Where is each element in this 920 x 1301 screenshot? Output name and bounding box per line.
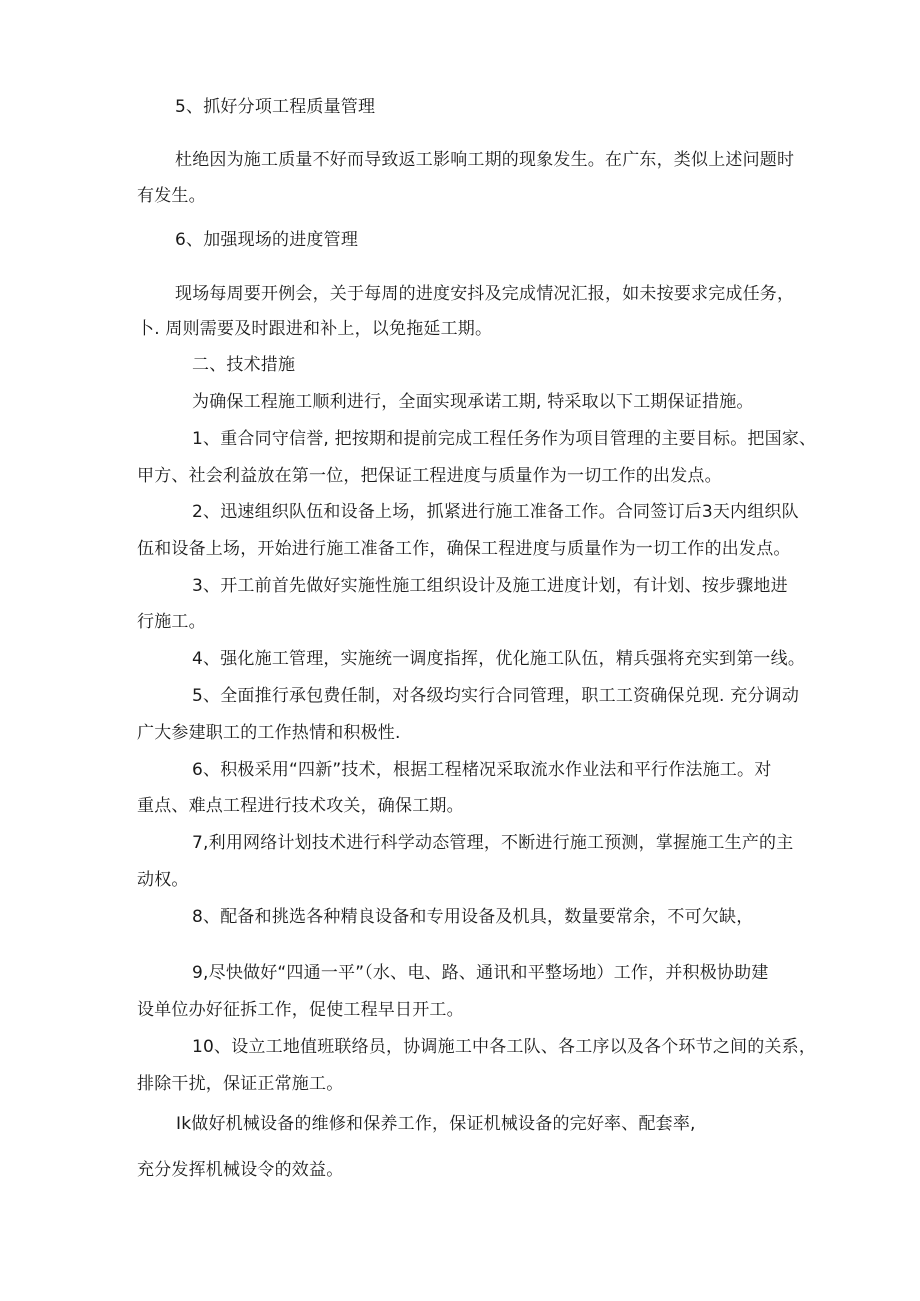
paragraph-line: 为确保工程施工顺利进行，全面实现承诺工期, 特采取以下工期保证措施。 [192, 392, 754, 412]
list-item-line: 5、全面推行承包费任制，对各级均实行合同管理，职工工资确保兑现. 充分调动 [192, 686, 800, 706]
list-item-line: 广大参建职工的工作热情和积极性. [137, 723, 401, 743]
paragraph-line: 有发生。 [137, 186, 206, 206]
list-item-line: 10、设立工地值班联络员，协调施工中各工队、各工序以及各个环节之间的关系， [192, 1037, 817, 1057]
paragraph-line: 现场每周要开例会，关于每周的进度安抖及完成情况汇报，如未按要求完成任务， [175, 284, 795, 304]
list-item-line: 动权。 [137, 870, 189, 890]
list-item-line: 重点、难点工程进行技术攻关，确保工期。 [137, 796, 464, 816]
paragraph-line: 卜. 周则需要及时跟进和补上，以免拖延工期。 [137, 319, 493, 339]
list-item-line: 9,尽快做好“四通一平”（水、电、路、通讯和平整场地）工作，并积极协助建 [192, 963, 769, 983]
list-item-line: 2、迅速组织队伍和设备上场，抓紧进行施工准备工作。合同签订后3天内组织队 [192, 502, 799, 522]
list-item-line: 4、强化施工管理，实施统一调度指挥，优化施工队伍，精兵强将充实到第一线。 [192, 649, 806, 669]
list-item-line: Ik做好机械设备的维修和保养工作，保证机械设备的完好率、配套率, [176, 1114, 696, 1134]
list-item-line: 7,利用网络计划技术进行科学动态管理，不断进行施工预测，掌握施工生产的主 [192, 833, 794, 853]
list-item-line: 排除干扰，保证正常施工。 [137, 1074, 344, 1094]
section-heading-technical-measures: 二、技术措施 [192, 355, 296, 375]
list-item-line: 充分发挥机械设令的效益。 [137, 1160, 344, 1180]
list-item-line: 甲方、社会利益放在第一位，把保证工程进度与质量作为一切工作的出发点。 [137, 466, 722, 486]
list-item-line: 3、开工前首先做好实施性施工组织设计及施工进度计划，有计划、按步骤地进 [192, 576, 788, 596]
list-item-line: 设单位办好征拆工作，促使工程早日开工。 [137, 1000, 464, 1020]
list-item-line: 行施工。 [137, 612, 206, 632]
list-item-line: 1、重合同守信誉, 把按期和提前完成工程任务作为项目管理的主要目标。把国家、 [192, 429, 817, 449]
list-item-line: 8、配备和挑选各种精良设备和专用设备及机具，数量要常余，不可欠缺， [192, 907, 754, 927]
paragraph-line: 杜绝因为施工质量不好而导致返工影响工期的现象发生。在广东，类似上述问题时 [175, 150, 795, 170]
heading-site-progress: 6、加强现场的进度管理 [175, 230, 359, 250]
list-item-line: 6、积极采用“四新”技术，根据工程楮况采取流水作业法和平行作法施工。对 [192, 760, 772, 780]
list-item-line: 伍和设备上场，开始进行施工准备工作，确保工程进度与质量作为一切工作的出发点。 [137, 539, 791, 559]
heading-quality-management: 5、抓好分项工程质量管理 [175, 97, 376, 117]
